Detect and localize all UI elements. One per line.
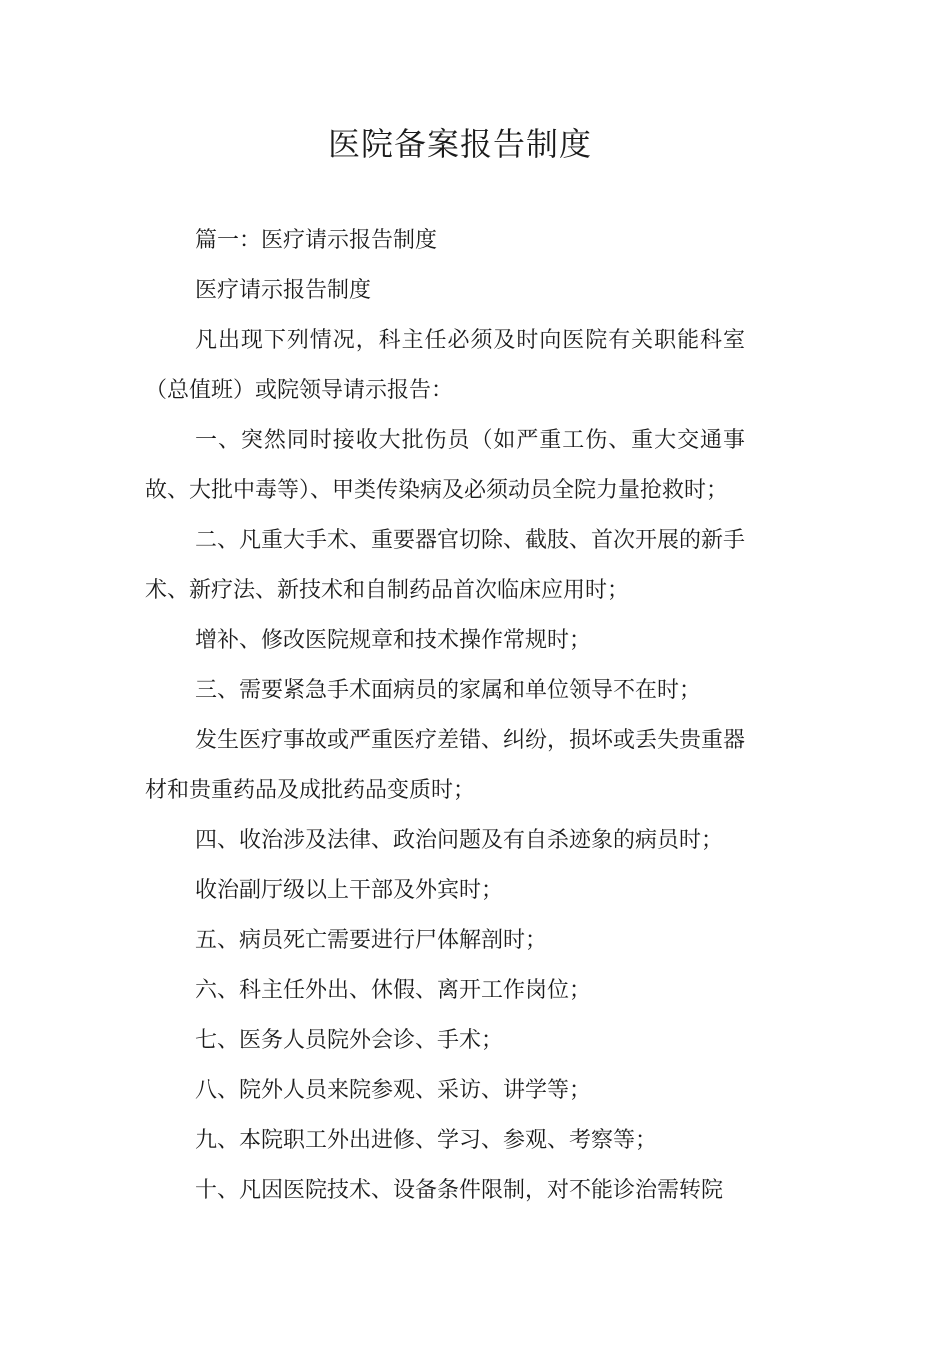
list-item-3-extra: 发生医疗事故或严重医疗差错、纠纷，损坏或丢失贵重器材和贵重药品及成批药品变质时； [145,728,746,803]
list-item-3: 三、需要紧急手术面病员的家属和单位领导不在时； [195,678,702,703]
list-item-4: 四、收治涉及法律、政治问题及有自杀迹象的病员时； [195,828,724,853]
list-item-9: 九、本院职工外出进修、学习、参观、考察等； [195,1128,658,1153]
list-item-2-extra: 增补、修改医院规章和技术操作常规时； [195,628,592,653]
list-item-5: 五、病员死亡需要进行尸体解剖时； [195,928,548,953]
document-title: 医院备案报告制度 [327,125,592,163]
subsection-title: 医疗请示报告制度 [195,278,372,303]
list-item-10: 十、凡因医院技术、设备条件限制，对不能诊治需转院 [195,1178,724,1203]
list-item-8: 八、院外人员来院参观、采访、讲学等； [195,1078,592,1103]
list-item-4-extra: 收治副厅级以上干部及外宾时； [195,878,504,903]
list-item-2: 二、凡重大手术、重要器官切除、截肢、首次开展的新手术、新疗法、新技术和自制药品首次临床应用时； [145,528,746,603]
list-item-7: 七、医务人员院外会诊、手术； [195,1028,504,1053]
list-item-6: 六、科主任外出、休假、离开工作岗位； [195,978,592,1003]
section-heading: 篇一：医疗请示报告制度 [195,228,438,253]
list-item-1: 一、突然同时接收大批伤员（如严重工伤、重大交通事故、大批中毒等）、甲类传染病及必须动员全院力量抢救时； [145,428,745,503]
document-body [145,216,745,1216]
intro-paragraph: 凡出现下列情况，科主任必须及时向医院有关职能科室（总值班）或院领导请示报告： [145,328,745,403]
